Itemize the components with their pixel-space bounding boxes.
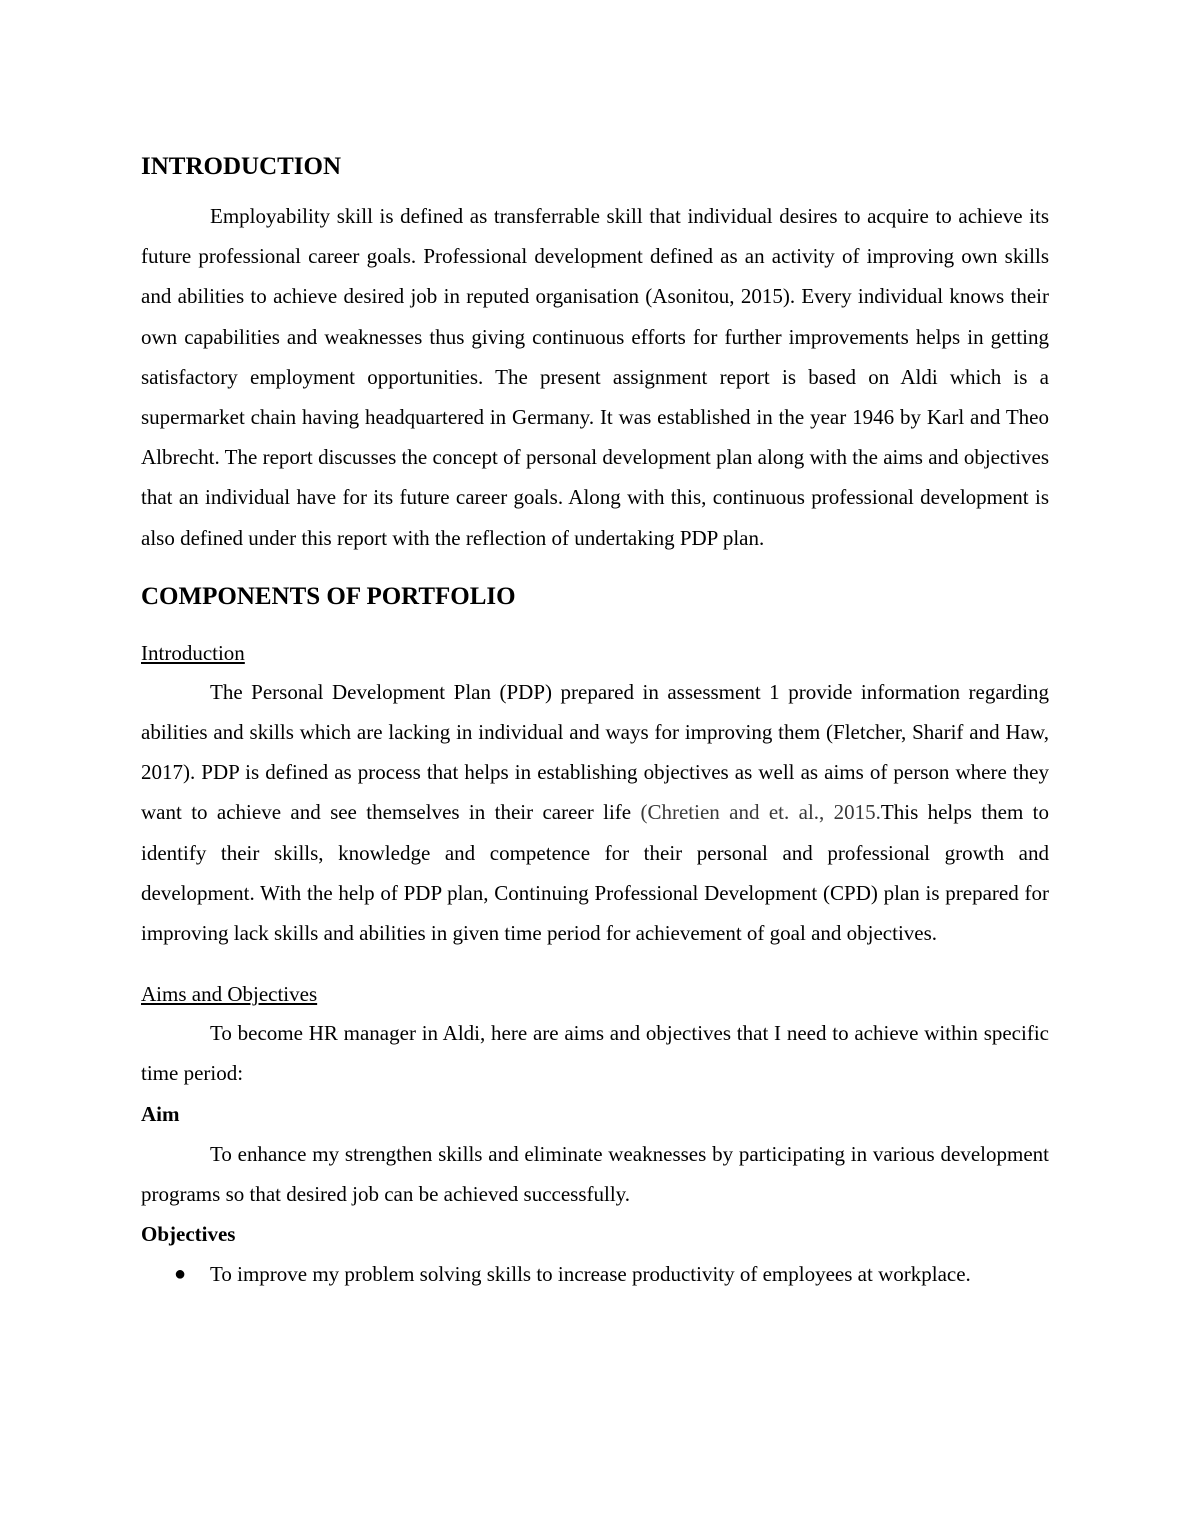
intro-text-part2: This helps them to identify their skills, knowledge and competence for their personal and professional growth and development. With the help of PDP plan, Continuing Professional Development (CPD) plan is prepared for improving lack skills and abilities in given time period for achievement of goal and objectives. <box>141 800 1049 946</box>
list-item <box>141 1254 1049 1294</box>
aims-paragraph: To become HR manager in Aldi, here are aims and objectives that I need to achieve within specific time period: <box>141 1021 1049 1086</box>
introduction-heading: INTRODUCTION <box>141 153 342 180</box>
bullet-icon: ● <box>174 1263 187 1286</box>
document-page <box>141 150 1049 1294</box>
intro-citation: (Chretien and et. al., 2015. <box>640 800 881 825</box>
aims-objectives-subheading: Aims and Objectives <box>141 982 318 1007</box>
introduction-paragraph: Employability skill is defined as transferrable skill that individual desires to acquire to achieve its future professional career goals. Professional development defined as an activity of improving own skills and abilities to achieve desired job in reputed organisation (Asonitou, 2015). Every individual knows their own capabilities and weaknesses thus giving continuous efforts for further improvements helps in getting satisfactory employment opportunities. The present assignment report is based on Aldi which is a supermarket chain having headquartered in Germany. It was established in the year 1946 by Karl and Theo Albrecht. The report discusses the concept of personal development plan along with the aims and objectives that an individual have for its future career goals. Along with this, continuous professional development is also defined under this report with the reflection of undertaking PDP plan. <box>141 204 1049 550</box>
objective-text: To improve my problem solving skills to increase productivity of employees at workplace. <box>210 1262 971 1287</box>
introduction-subheading: Introduction <box>141 640 245 665</box>
components-heading: COMPONENTS OF PORTFOLIO <box>141 582 516 610</box>
components-intro-paragraph <box>141 672 1049 953</box>
objectives-list <box>141 1254 1049 1294</box>
aim-label: Aim <box>141 1101 180 1126</box>
intro-text-part1: The Personal Development Plan (PDP) prepared in assessment 1 provide information regarding abilities and skills which are lacking in individual and ways for improving them (Fletcher, Sharif and Haw, 2017). PDP is defined as process that helps in establishing objectives as well as aims of person where they want to achieve and see themselves in their career life <box>141 679 1049 825</box>
aim-paragraph: To enhance my strengthen skills and eliminate weaknesses by participating in various development programs so that desired job can be achieved successfully. <box>141 1141 1049 1206</box>
objectives-label: Objectives <box>141 1222 236 1247</box>
